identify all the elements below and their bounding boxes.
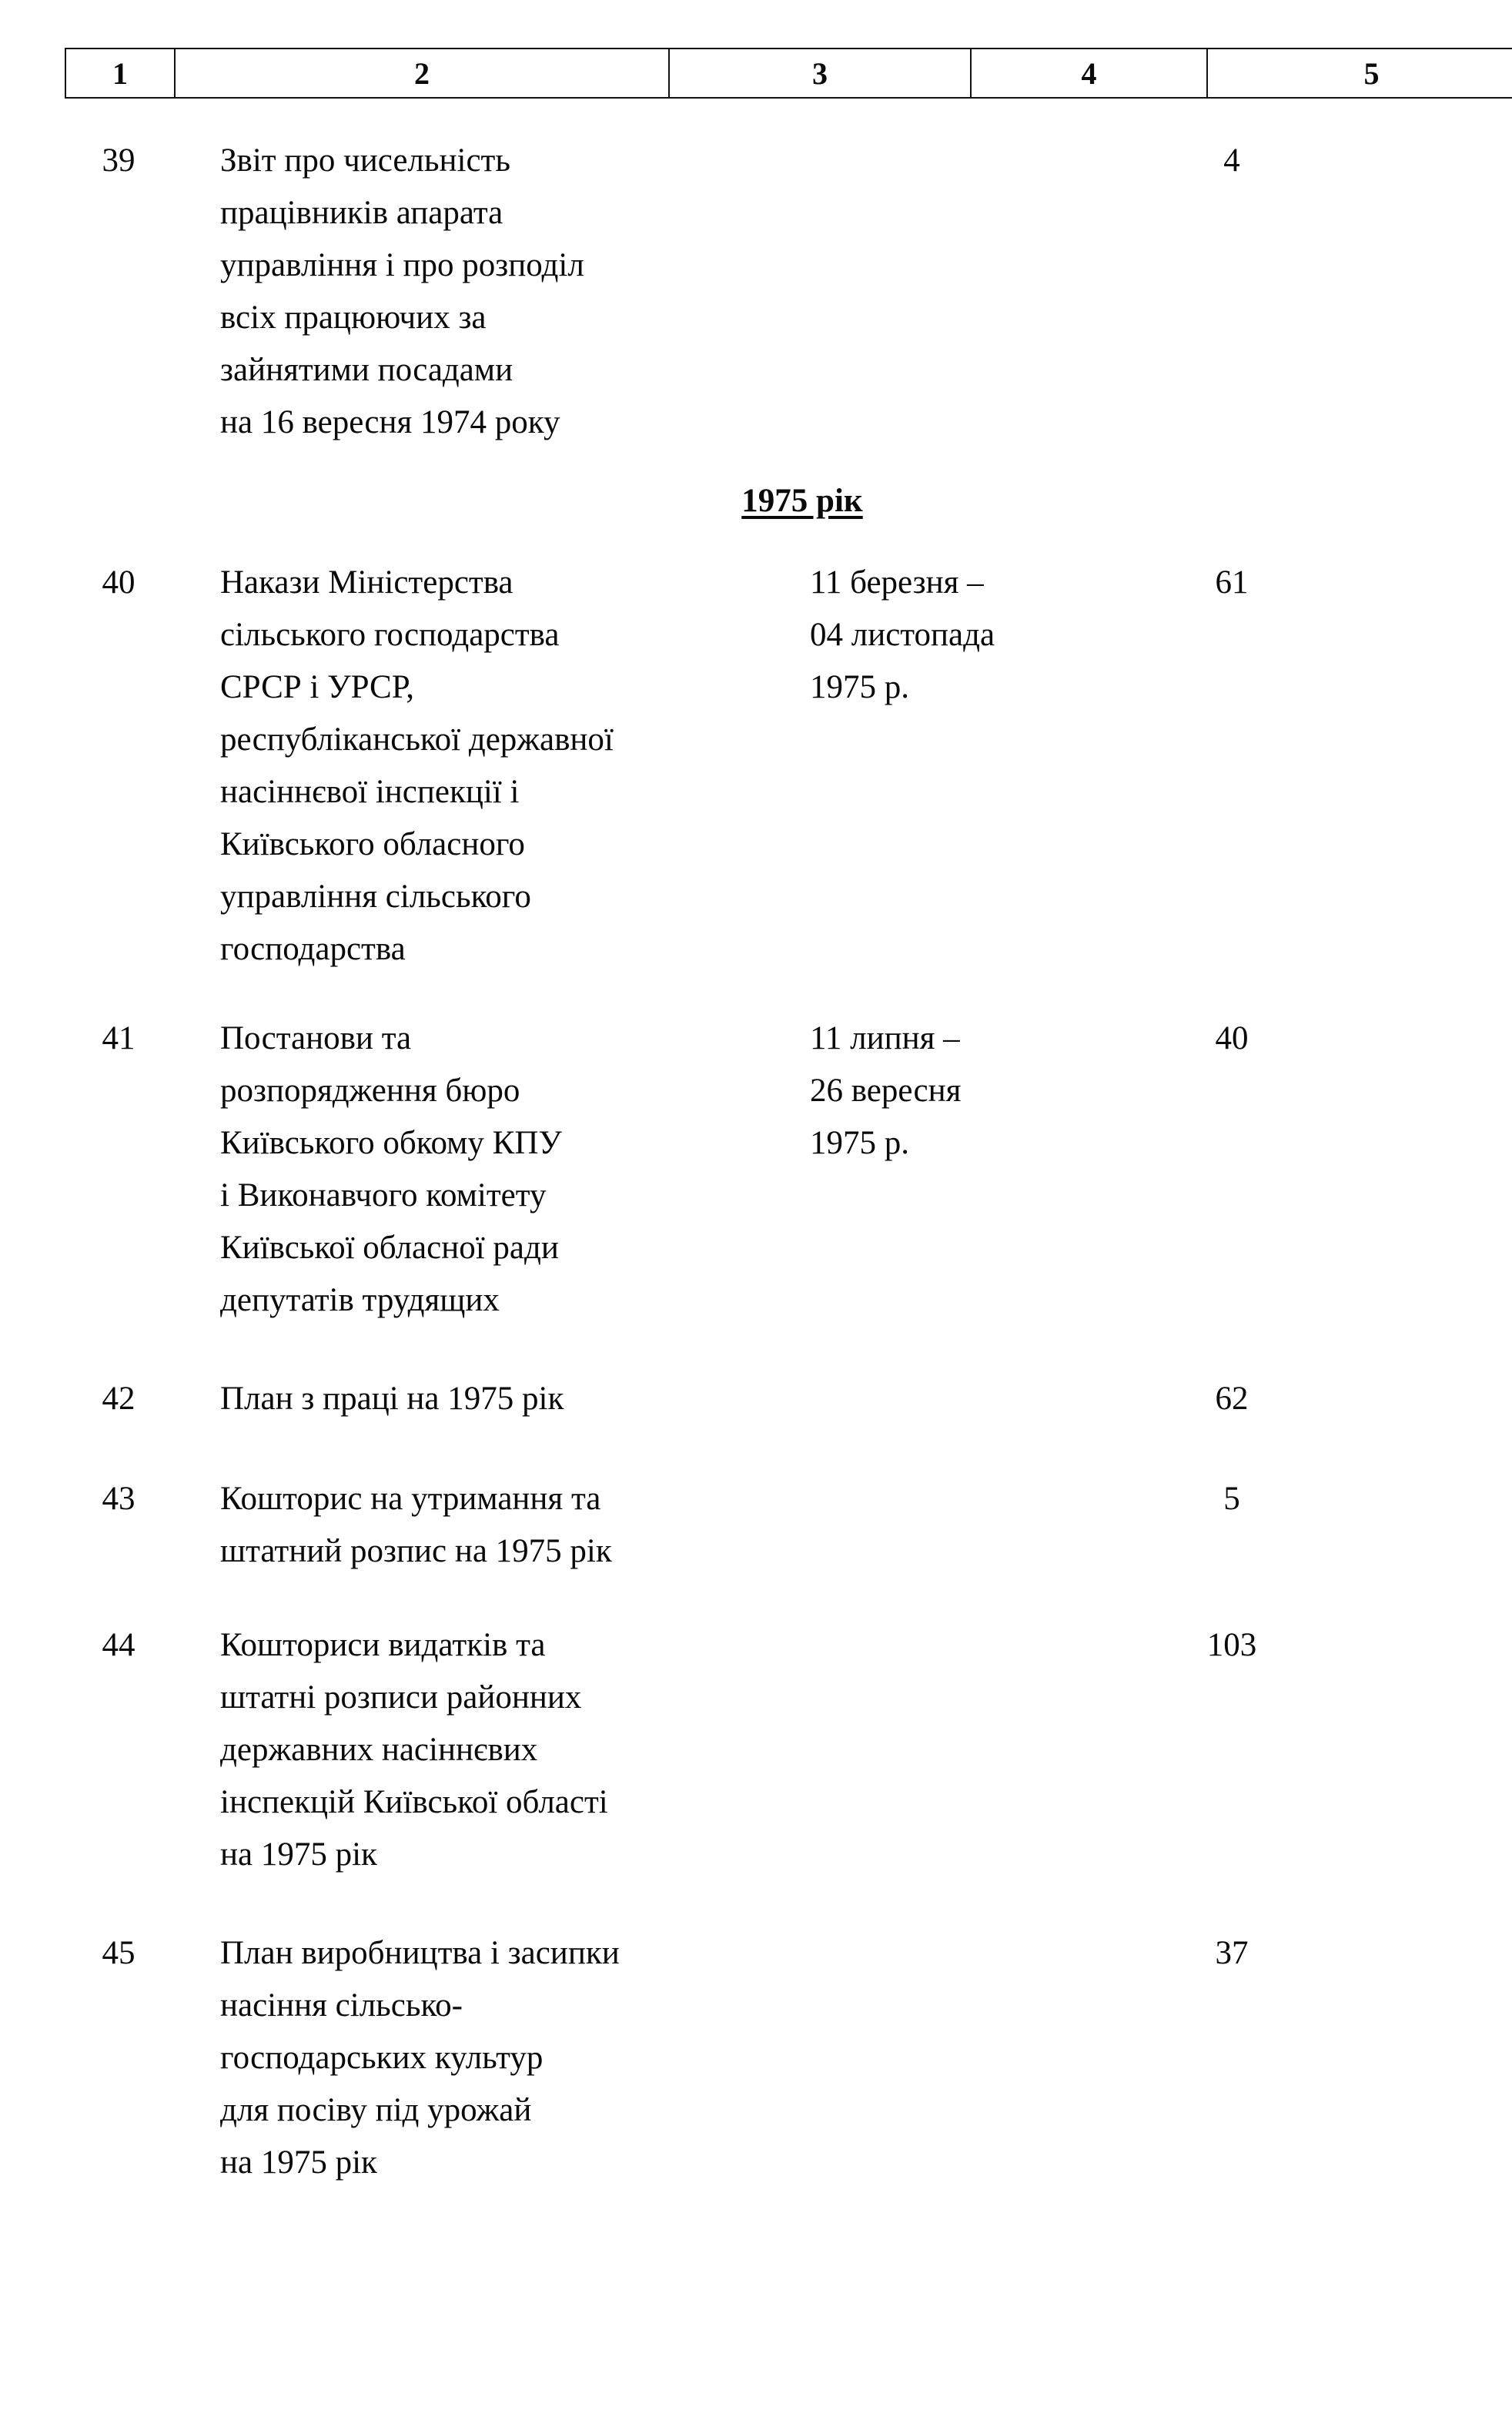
column-number-header-table [65, 48, 1512, 99]
description-line: управління сільського [220, 879, 531, 915]
description-line: на 1975 рік [220, 2144, 377, 2181]
row-date-range [810, 1013, 1102, 1170]
description-line: на 16 вересня 1974 року [220, 404, 560, 440]
row-description [220, 1473, 790, 1578]
description-line: Київської обласної ради [220, 1230, 559, 1266]
date-line: 11 липня – [810, 1020, 960, 1056]
table-row [0, 1927, 1512, 2189]
description-line: Кошториси видатків та [220, 1627, 546, 1663]
description-line: і Виконавчого комітету [220, 1177, 547, 1214]
table-row [0, 1473, 1512, 1578]
row-description [220, 1619, 790, 1881]
date-line: 1975 р. [810, 669, 909, 705]
description-line: Звіт про чисельність [220, 142, 510, 179]
description-line: Київського обкому КПУ [220, 1125, 562, 1161]
description-line: План з праці на 1975 рік [220, 1381, 564, 1417]
inventory-rows [0, 135, 1512, 2189]
row-spacer [0, 449, 1512, 475]
row-number: 45 [102, 1935, 135, 1971]
table-row [0, 557, 1512, 976]
year-section-heading [0, 475, 1512, 527]
description-line: штатні розписи районних [220, 1679, 582, 1716]
description-line: насіннєвої інспекції і [220, 774, 520, 810]
row-number: 44 [102, 1627, 135, 1663]
column-header-2: 2 [175, 49, 669, 98]
table-row [0, 1619, 1512, 1881]
table-row [0, 135, 1512, 449]
row-description [220, 1013, 790, 1327]
row-page-count: 4 [1223, 142, 1240, 179]
description-line: всіх працюючих за [220, 300, 487, 336]
row-description [220, 557, 790, 976]
description-line: Київського обласного [220, 826, 525, 862]
description-line: сільського господарства [220, 617, 560, 653]
description-line: депутатів трудящих [220, 1282, 500, 1318]
table-row [0, 1013, 1512, 1327]
date-line: 1975 р. [810, 1125, 909, 1161]
row-number: 39 [102, 142, 135, 179]
date-line: 26 вересня [810, 1073, 962, 1109]
row-spacer [0, 1881, 1512, 1927]
description-line: Постанови та [220, 1020, 412, 1056]
row-description [220, 135, 790, 449]
description-line: республіканської державної [220, 721, 614, 758]
row-spacer [0, 1425, 1512, 1473]
row-page-count: 103 [1206, 1627, 1257, 1663]
description-line: управління і про розподіл [220, 247, 584, 283]
table-header-row [65, 49, 1512, 98]
row-page-count: 37 [1215, 1935, 1249, 1971]
description-line: Накази Міністерства [220, 564, 513, 601]
row-page-count: 40 [1215, 1020, 1249, 1056]
table-row [0, 1373, 1512, 1425]
year-section-heading-text: 1975 рік [741, 483, 863, 519]
row-spacer [0, 976, 1512, 1013]
description-line: господарства [220, 931, 406, 967]
row-description [220, 1373, 790, 1425]
column-header-1: 1 [65, 49, 175, 98]
row-number: 40 [102, 564, 135, 601]
row-page-count: 61 [1215, 564, 1249, 601]
row-date-range [810, 557, 1102, 714]
row-description [220, 1927, 790, 2189]
column-header-5: 5 [1207, 49, 1512, 98]
column-header-4: 4 [971, 49, 1207, 98]
column-header-3: 3 [669, 49, 971, 98]
description-line: для посіву під урожай [220, 2092, 532, 2128]
description-line: державних насіннєвих [220, 1732, 538, 1768]
description-line: Кошторис на утримання та [220, 1481, 601, 1517]
row-spacer [0, 527, 1512, 557]
description-line: працівників апарата [220, 195, 503, 231]
row-page-count: 62 [1215, 1381, 1249, 1417]
description-line: насіння сільсько- [220, 1987, 463, 2024]
description-line: зайнятими посадами [220, 352, 513, 388]
description-line: План виробництва і засипки [220, 1935, 620, 1971]
row-number: 43 [102, 1481, 135, 1517]
date-line: 11 березня – [810, 564, 984, 601]
row-spacer [0, 1578, 1512, 1619]
date-line: 04 листопада [810, 617, 995, 653]
row-number: 41 [102, 1020, 135, 1056]
description-line: розпорядження бюро [220, 1073, 520, 1109]
row-page-count: 5 [1223, 1481, 1240, 1517]
description-line: інспекцій Київської області [220, 1784, 608, 1820]
description-line: СРСР і УРСР, [220, 669, 415, 705]
row-spacer [0, 1327, 1512, 1373]
row-number: 42 [102, 1381, 135, 1417]
description-line: штатний розпис на 1975 рік [220, 1533, 612, 1569]
description-line: господарських культур [220, 2040, 544, 2076]
description-line: на 1975 рік [220, 1836, 377, 1873]
